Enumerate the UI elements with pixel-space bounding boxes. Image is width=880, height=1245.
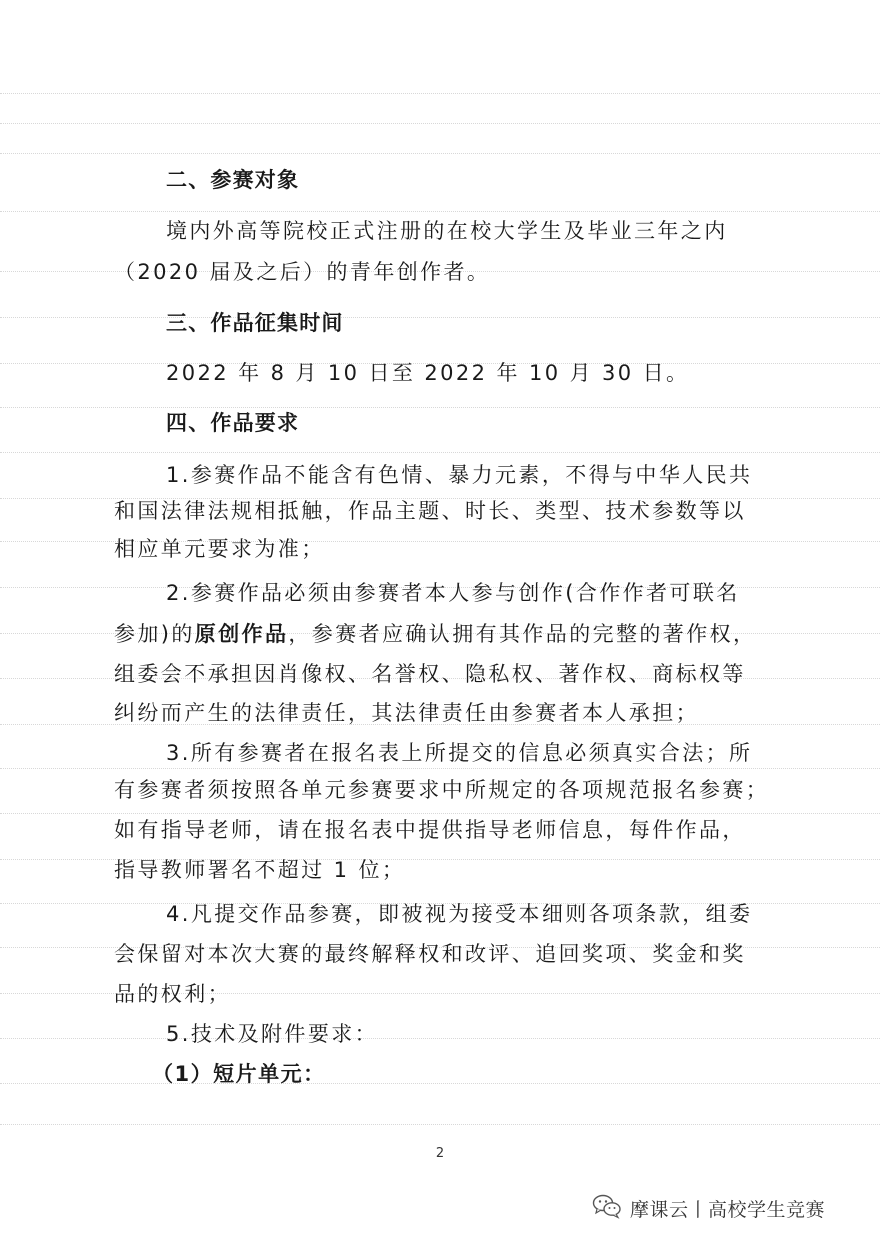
wechat-icon	[592, 1193, 630, 1224]
watermark	[592, 1193, 825, 1223]
item-1-line-2: 和国法律法规相抵触，作品主题、时长、类型、技术参数等以	[114, 499, 746, 523]
item-3-line-1: 3.所有参赛者在报名表上所提交的信息必须真实合法；所	[166, 741, 753, 765]
section-2-line-1: 境内外高等院校正式注册的在校大学生及毕业三年之内	[166, 219, 728, 243]
item-3-line-3: 如有指导老师，请在报名表中提供指导老师信息，每件作品，	[114, 818, 746, 842]
item-4-line-3: 品的权利；	[114, 982, 231, 1006]
item-5-line: 5.技术及附件要求：	[166, 1022, 379, 1046]
item-3-line-4: 指导教师署名不超过 1 位；	[114, 858, 406, 882]
short-film-unit-heading: （1）短片单元：	[152, 1062, 326, 1086]
section-2-heading: 二、参赛对象	[166, 168, 300, 192]
section-2-line-2: （2020 届及之后）的青年创作者。	[114, 260, 491, 284]
item-2-line-2	[114, 619, 756, 649]
original-work-emphasis: 原创作品	[194, 622, 289, 646]
item-2-line-2-suffix: ，参赛者应确认拥有其作品的完整的著作权，	[288, 622, 757, 646]
item-2-line-2-prefix: 参加)的	[114, 622, 195, 646]
item-4-line-2: 会保留对本次大赛的最终解释权和改评、追回奖项、奖金和奖	[114, 942, 746, 966]
item-1-line-1: 1.参赛作品不能含有色情、暴力元素，不得与中华人民共	[166, 463, 753, 487]
item-2-line-4: 纠纷而产生的法律责任，其法律责任由参赛者本人承担；	[114, 701, 699, 725]
item-4-line-1: 4.凡提交作品参赛，即被视为接受本细则各项条款，组委	[166, 902, 753, 926]
section-3-heading: 三、作品征集时间	[166, 311, 344, 335]
item-3-line-2: 有参赛者须按照各单元参赛要求中所规定的各项规范报名参赛；	[114, 778, 770, 802]
section-4-heading: 四、作品要求	[166, 411, 300, 435]
page-number: 2	[435, 1146, 445, 1161]
watermark-text: 摩课云丨高校学生竞赛	[630, 1198, 826, 1221]
item-1-line-3: 相应单元要求为准；	[114, 537, 325, 561]
item-2-line-3: 组委会不承担因肖像权、名誉权、隐私权、著作权、商标权等	[114, 662, 746, 686]
section-3-line-1: 2022 年 8 月 10 日至 2022 年 10 月 30 日。	[166, 361, 690, 385]
item-2-line-1: 2.参赛作品必须由参赛者本人参与创作(合作作者可联名	[166, 581, 740, 605]
